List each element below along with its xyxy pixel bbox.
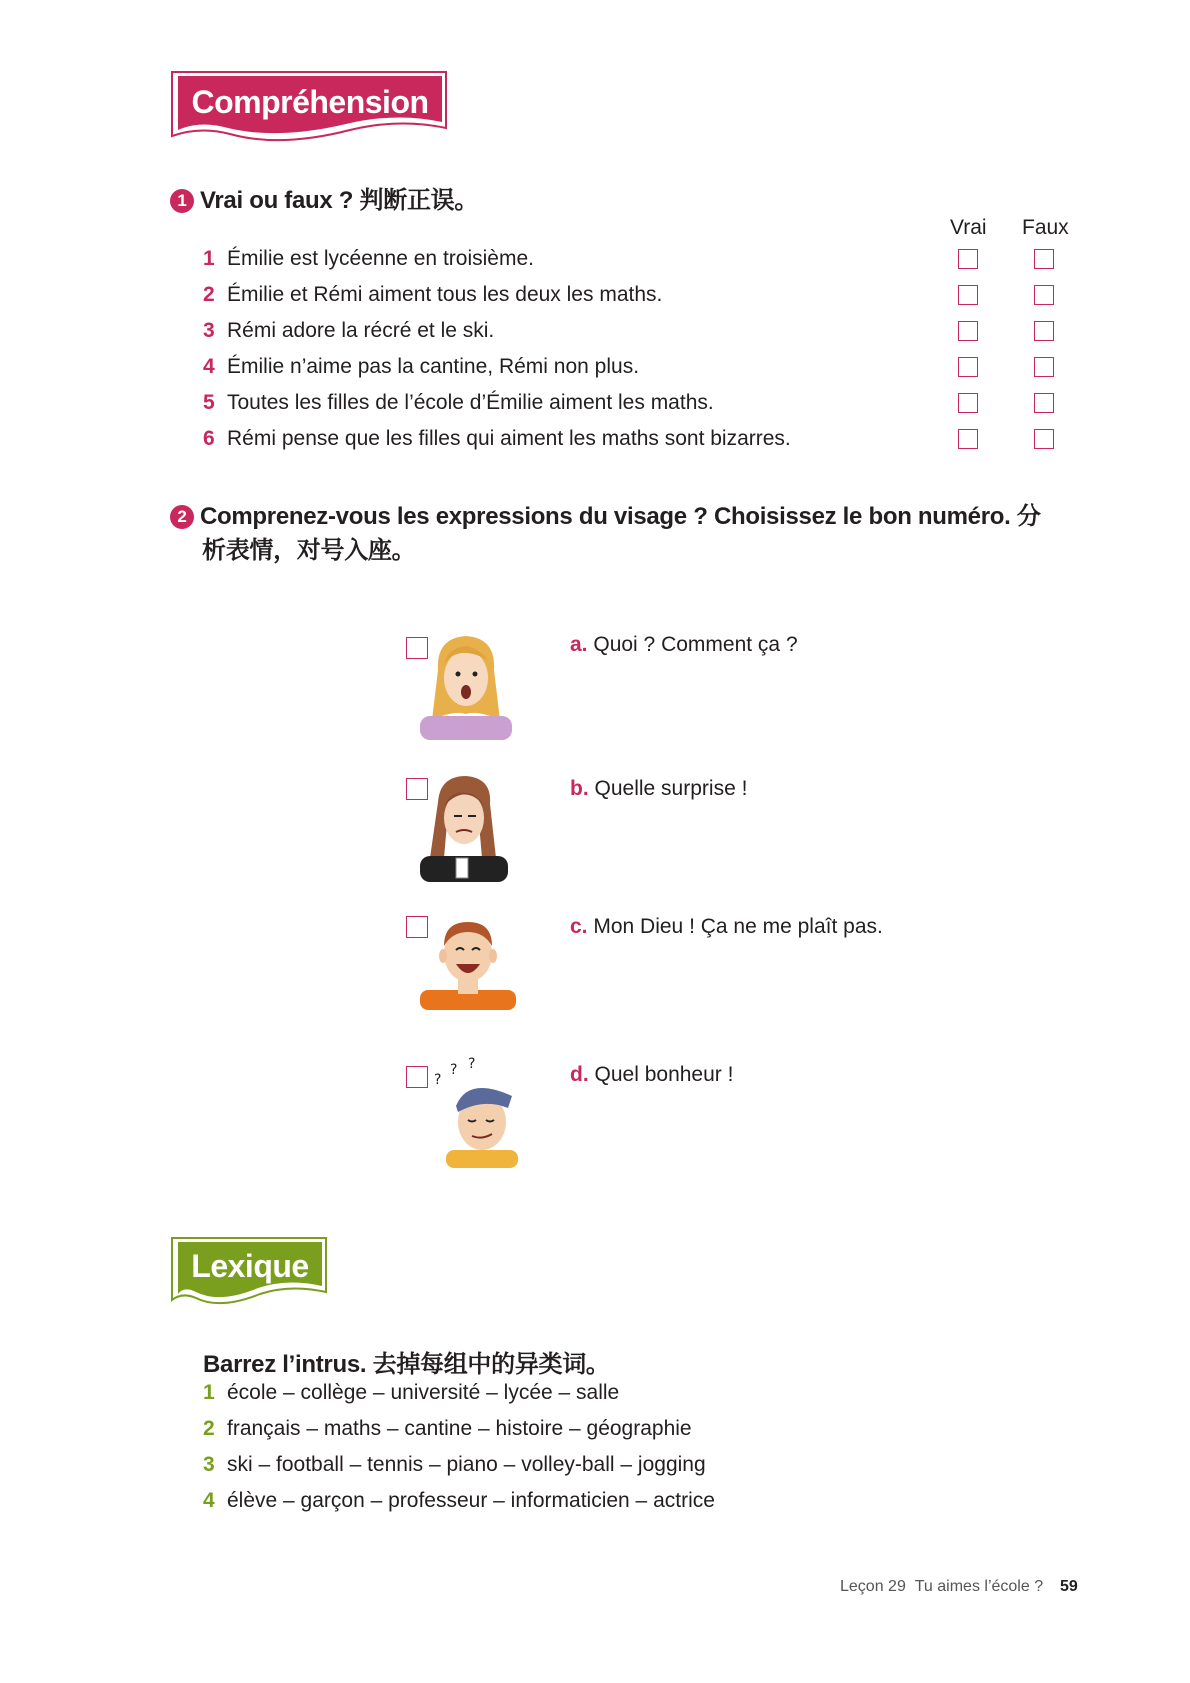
face-surprised-girl-illustration: [418, 630, 514, 740]
checkbox-vrai-6[interactable]: [958, 429, 978, 449]
face-happy-boy-illustration: [418, 910, 518, 1010]
lexique-row: [203, 1414, 692, 1444]
statement-row: [203, 388, 714, 418]
statement-row: [203, 352, 639, 382]
page-number: 59: [1060, 1578, 1078, 1595]
expression-text: Quoi ? Comment ça ?: [593, 633, 798, 656]
exercise-2-heading-line2: 析表情，对号入座。: [202, 537, 416, 564]
expression-letter: d.: [570, 1063, 589, 1086]
face-disgusted-girl-illustration: [416, 772, 512, 882]
lexique-number: 1: [203, 1381, 215, 1404]
checkbox-face-4[interactable]: [406, 1066, 428, 1088]
statement-row: [203, 424, 791, 454]
expression-text: Mon Dieu ! Ça ne me plaît pas.: [593, 915, 883, 938]
statement-text: Émilie et Rémi aiment tous les deux les maths.: [227, 283, 663, 306]
exercise-1-number: 1: [170, 189, 194, 213]
checkbox-faux-1[interactable]: [1034, 249, 1054, 269]
expression-text: Quel bonheur !: [594, 1063, 734, 1086]
statement-number: 3: [203, 319, 215, 342]
lexique-banner: [170, 1236, 330, 1312]
footer-running-head: [840, 1578, 1043, 1596]
checkbox-faux-3[interactable]: [1034, 321, 1054, 341]
svg-text:?: ?: [468, 1056, 476, 1072]
svg-text:?: ?: [434, 1072, 442, 1088]
lexique-text: école – collège – université – lycée – salle: [227, 1381, 620, 1404]
statement-row: [203, 244, 534, 274]
lexique-number: 4: [203, 1489, 215, 1512]
exercise-2-heading: [170, 500, 1090, 568]
statement-text: Émilie est lycéenne en troisième.: [227, 247, 534, 270]
checkbox-vrai-4[interactable]: [958, 357, 978, 377]
statement-row: [203, 316, 494, 346]
lexique-text: français – maths – cantine – histoire – géographie: [227, 1417, 692, 1440]
statement-text: Rémi adore la récré et le ski.: [227, 319, 495, 342]
expression-text: Quelle surprise !: [594, 777, 748, 800]
statement-number: 5: [203, 391, 215, 414]
expression-letter: a.: [570, 633, 588, 656]
section-title-comprehension: Compréhension: [191, 84, 429, 120]
checkbox-faux-5[interactable]: [1034, 393, 1054, 413]
lexique-number: 2: [203, 1417, 215, 1440]
exercise-1-heading-text: Vrai ou faux ? 判断正误。: [200, 187, 479, 214]
statement-text: Rémi pense que les filles qui aiment les maths sont bizarres.: [227, 427, 791, 450]
exercise-2-heading-line1: Comprenez-vous les expressions du visage ? Choisissez le bon numéro. 分: [200, 503, 1041, 530]
checkbox-vrai-1[interactable]: [958, 249, 978, 269]
expression-letter: c.: [570, 915, 588, 938]
expression-letter: b.: [570, 777, 589, 800]
checkbox-faux-4[interactable]: [1034, 357, 1054, 377]
checkbox-faux-6[interactable]: [1034, 429, 1054, 449]
lexique-text: ski – football – tennis – piano – volley-ball – jogging: [227, 1453, 706, 1476]
exercise-1-heading: [170, 180, 478, 215]
lexique-text: élève – garçon – professeur – informaticien – actrice: [227, 1489, 715, 1512]
column-header-faux: Faux: [1022, 216, 1069, 239]
lexique-row: [203, 1486, 715, 1516]
checkbox-vrai-5[interactable]: [958, 393, 978, 413]
column-header-vrai: Vrai: [950, 216, 987, 239]
face-confused-boy-cap-illustration: [428, 1056, 528, 1168]
checkbox-vrai-3[interactable]: [958, 321, 978, 341]
statement-row: [203, 280, 662, 310]
footer-lesson-title: Tu aimes l’école ?: [914, 1578, 1044, 1595]
lexique-row: [203, 1450, 706, 1480]
expression-c: [570, 915, 883, 939]
checkbox-faux-2[interactable]: [1034, 285, 1054, 305]
statement-text: Émilie n’aime pas la cantine, Rémi non plus.: [227, 355, 640, 378]
checkbox-vrai-2[interactable]: [958, 285, 978, 305]
lexique-heading: Barrez l’intrus. 去掉每组中的异类词。: [203, 1351, 610, 1378]
expression-b: [570, 777, 747, 801]
expression-d: [570, 1063, 733, 1087]
section-title-lexique: Lexique: [191, 1248, 309, 1284]
lexique-number: 3: [203, 1453, 215, 1476]
footer-lesson: Leçon 29: [840, 1578, 906, 1595]
statement-number: 4: [203, 355, 215, 378]
exercise-2-number: 2: [170, 505, 194, 529]
svg-text:?: ?: [450, 1062, 458, 1078]
statement-text: Toutes les filles de l’école d’Émilie aiment les maths.: [227, 391, 714, 414]
lexique-row: [203, 1378, 619, 1408]
statement-number: 2: [203, 283, 215, 306]
statement-number: 6: [203, 427, 215, 450]
comprehension-banner: [170, 70, 450, 150]
expression-a: [570, 633, 798, 657]
statement-number: 1: [203, 247, 215, 270]
